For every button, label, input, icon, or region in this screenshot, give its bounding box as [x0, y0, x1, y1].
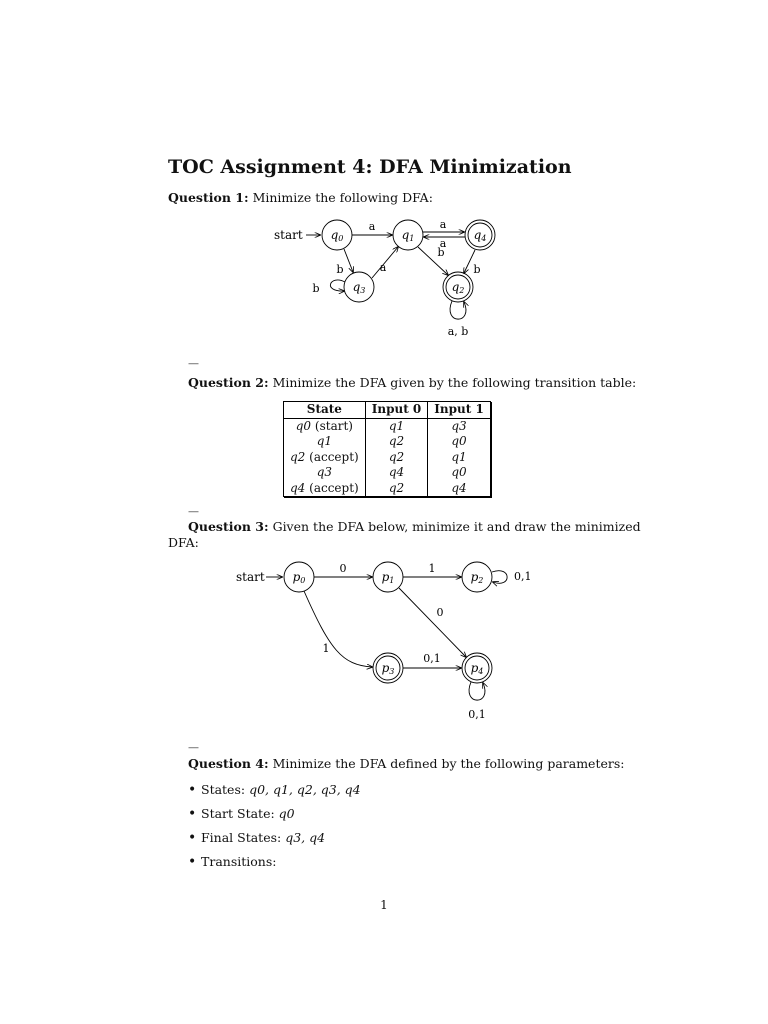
cell-state: q3: [316, 465, 333, 479]
param-key: Final States:: [201, 830, 282, 845]
question-3: [188, 519, 641, 534]
svg-text:p1: p1: [381, 570, 395, 585]
cell-in0: q4: [388, 465, 405, 479]
list-item: • States: q0, q1, q2, q3, q4: [188, 782, 361, 798]
q3-edge-label-p0-p1: 0: [339, 562, 347, 575]
list-item: • Transitions:: [188, 854, 277, 870]
q1-edge-label-q1-q4: a: [439, 218, 447, 231]
param-key: States:: [201, 782, 246, 797]
q3-dfa-diagram: [230, 555, 540, 725]
q3-state-p3: [373, 653, 403, 683]
param-key: Transitions:: [201, 854, 277, 869]
param-value: q3, q4: [285, 830, 326, 845]
question-3-text-line1: Given the DFA below, minimize it and draw the minimized: [272, 519, 641, 534]
cell-state: q0: [295, 418, 312, 433]
q3-loop-label-p2: 0,1: [514, 570, 532, 583]
q1-loop-q3: [330, 280, 345, 291]
transition-table: [283, 401, 491, 497]
q1-loop-label-q3: b: [312, 282, 320, 295]
svg-text:p3: p3: [381, 661, 395, 676]
svg-text:p2: p2: [470, 570, 484, 585]
q3-start-label: start: [236, 570, 265, 584]
question-2: [188, 375, 636, 390]
svg-text:q1: q1: [401, 228, 415, 243]
q3-state-p2: [462, 562, 492, 592]
separator-2: —: [188, 505, 199, 518]
q3-loop-p2: [492, 571, 507, 584]
table-header-state: State: [284, 402, 365, 418]
list-item: • Start State: q0: [188, 806, 295, 822]
q1-edge-q0-q3: [344, 249, 353, 272]
cell-in0: q2: [388, 449, 405, 464]
svg-text:q4: q4: [473, 228, 487, 243]
q1-state-q0: [322, 220, 352, 250]
cell-state: q4: [290, 480, 306, 495]
question-1: [168, 190, 433, 205]
q1-start-label: start: [274, 228, 303, 242]
q3-loop-p4: [469, 682, 485, 700]
question-4-text: Minimize the DFA defined by the following parameters:: [272, 756, 625, 771]
cell-note: (accept): [309, 480, 359, 495]
q1-edge-label-q4-q1: a: [439, 237, 447, 250]
table-row: [284, 434, 490, 450]
question-3-text-line2: DFA:: [168, 535, 199, 550]
cell-state: q1: [316, 434, 333, 448]
question-2-label: Question 2:: [188, 375, 269, 390]
cell-note: (accept): [309, 449, 359, 464]
q3-edge-p1-p4: [399, 588, 466, 657]
question-2-text: Minimize the DFA given by the following transition table:: [272, 375, 637, 390]
q1-state-q4: [465, 220, 495, 250]
cell-state: q2: [290, 449, 306, 464]
q3-state-p1: [373, 562, 403, 592]
q3-edge-label-p1-p2: 1: [428, 562, 436, 575]
q4-parameter-list: [188, 782, 361, 878]
cell-in1: q3: [451, 418, 467, 433]
param-value: q0: [278, 806, 295, 821]
table-header-input0: Input 0: [365, 402, 428, 418]
question-4-label: Question 4:: [188, 756, 269, 771]
cell-in1: q1: [451, 449, 467, 464]
param-key: Start State:: [201, 806, 275, 821]
table-row: [284, 465, 490, 481]
svg-text:q0: q0: [330, 228, 344, 243]
list-item: • Final States: q3, q4: [188, 830, 326, 846]
q1-state-q2: [443, 272, 473, 302]
q1-state-q3: [344, 272, 374, 302]
cell-in1: q0: [451, 434, 467, 448]
q3-edge-label-p1-p4: 0: [436, 606, 444, 619]
svg-text:p0: p0: [292, 570, 306, 585]
q3-loop-label-p4: 0,1: [468, 708, 486, 721]
q1-edge-label-q3-q1: a: [379, 261, 387, 274]
question-4: [188, 756, 624, 771]
q1-loop-q2: [450, 301, 466, 319]
question-1-label: Question 1:: [168, 190, 249, 205]
q1-edge-label-q4-q2: b: [473, 263, 481, 276]
table-header-input1: Input 1: [428, 402, 490, 418]
q1-edge-label-q0-q1: a: [368, 220, 376, 233]
q1-edge-label-q1-q2: b: [437, 246, 445, 259]
table-header-row: [284, 402, 490, 418]
q1-dfa-diagram: [260, 210, 520, 345]
q1-state-q1: [393, 220, 423, 250]
q3-edge-label-p3-p4: 0,1: [423, 652, 441, 665]
cell-in1: q4: [451, 480, 467, 495]
svg-text:p4: p4: [470, 661, 484, 676]
table-row: [284, 418, 490, 434]
question-1-text: Minimize the following DFA:: [252, 190, 433, 205]
svg-text:q3: q3: [352, 280, 366, 295]
page-number: 1: [380, 898, 388, 912]
q1-loop-label-q2: a, b: [447, 325, 469, 338]
separator-1: —: [188, 357, 199, 370]
q1-edge-label-q0-q3: b: [336, 263, 344, 276]
separator-3: —: [188, 741, 199, 754]
cell-in0: q1: [388, 418, 405, 433]
cell-in0: q2: [388, 434, 405, 448]
q3-edge-p0-p3: [304, 591, 372, 667]
q3-edge-label-p0-p3: 1: [322, 642, 330, 655]
param-value: q0, q1, q2, q3, q4: [249, 782, 361, 797]
q3-state-p0: [284, 562, 314, 592]
svg-text:q2: q2: [451, 280, 465, 295]
table-row: [284, 481, 490, 497]
cell-in0: q2: [388, 480, 405, 495]
q3-state-p4: [462, 653, 492, 683]
question-3-label: Question 3:: [188, 519, 269, 534]
cell-in1: q0: [451, 465, 467, 479]
cell-note: (start): [314, 418, 353, 433]
table-row: [284, 450, 490, 466]
page-title: TOC Assignment 4: DFA Minimization: [168, 156, 572, 178]
